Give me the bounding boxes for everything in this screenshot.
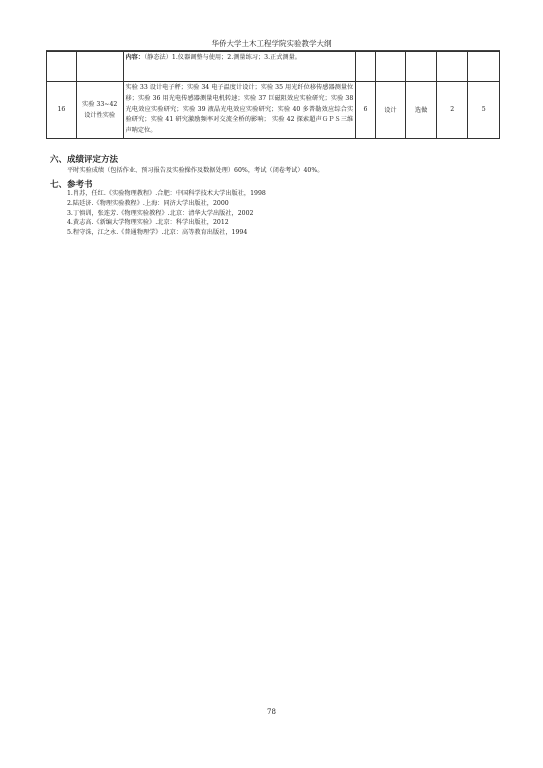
cell-name xyxy=(76,82,123,139)
cell-type-empty xyxy=(375,52,406,82)
content-text: （静态法）1.仪器调整与使用；2.测量练习；3.正式测量。 xyxy=(144,54,301,61)
cell-content xyxy=(123,52,356,82)
cell-num: 16 xyxy=(47,82,77,139)
reference-item: 2.陆廷济.《物理实验教程》.上海：同济大学出版社，2000 xyxy=(67,199,229,207)
section-6-text: 平时实验成绩（包括作业、预习报告及实验操作及数据处理）60%，考试（闭卷考试）40%。 xyxy=(67,167,324,174)
section-6-heading: 六、成绩评定方法 xyxy=(50,155,119,165)
page-number: 78 xyxy=(267,708,276,716)
cell-requirement-empty xyxy=(406,52,437,82)
name-line-2: 设计性实验 xyxy=(84,111,116,119)
reference-list xyxy=(67,189,266,238)
cell-num-empty xyxy=(47,52,77,82)
name-line-1: 实验 33~42 xyxy=(82,100,118,108)
cell-credit-empty xyxy=(468,52,500,82)
cell-type: 设计 xyxy=(375,82,406,139)
reference-item: 1.肖苏，任红.《实验物理教程》.合肥：中国科学技术大学出版社，1998 xyxy=(67,190,266,197)
reference-item: 5.程守洙，江之永.《普通物理学》.北京：高等教育出版社，1994 xyxy=(67,229,248,237)
cell-credit: 5 xyxy=(468,82,500,139)
experiment-table xyxy=(46,51,500,139)
cell-content: 实验 33 设计电子秤；实验 34 电子温度计设计；实验 35 用光纤位移传感器测量位移；实验 36 用光电传感器测量电机转速；实验 37 巨磁阻效应实验研究；实验 38 光电效应实验研究；实验 39 液晶光电效应实验研究；实验 40 多普勒效应综合实验研究；实验 41 研究激励频率对交流全桥的影响； 实验 42 探索超声ＧＰＳ三维声呐定位。 xyxy=(123,82,356,139)
cell-hours-empty xyxy=(356,52,375,82)
content-label: 内容： xyxy=(125,54,145,61)
reference-item: 3.丁慎训，张连芳.《物理实验教程》.北京：清华大学出版社，2002 xyxy=(67,209,254,217)
reference-item: 4.黄志高.《新编大学物理实验》.北京：科学出版社，2012 xyxy=(67,219,229,227)
table-row xyxy=(47,52,500,82)
cell-hours: 6 xyxy=(356,82,375,139)
cell-name-empty xyxy=(76,52,123,82)
cell-group-empty xyxy=(436,52,468,82)
page-header-title: 华侨大学土木工程学院实验教学大纲 xyxy=(211,39,332,48)
cell-group-size: 2 xyxy=(436,82,468,139)
section-7-heading: 七、参考书 xyxy=(50,180,93,190)
cell-requirement: 选做 xyxy=(406,82,437,139)
table-row xyxy=(47,82,500,139)
